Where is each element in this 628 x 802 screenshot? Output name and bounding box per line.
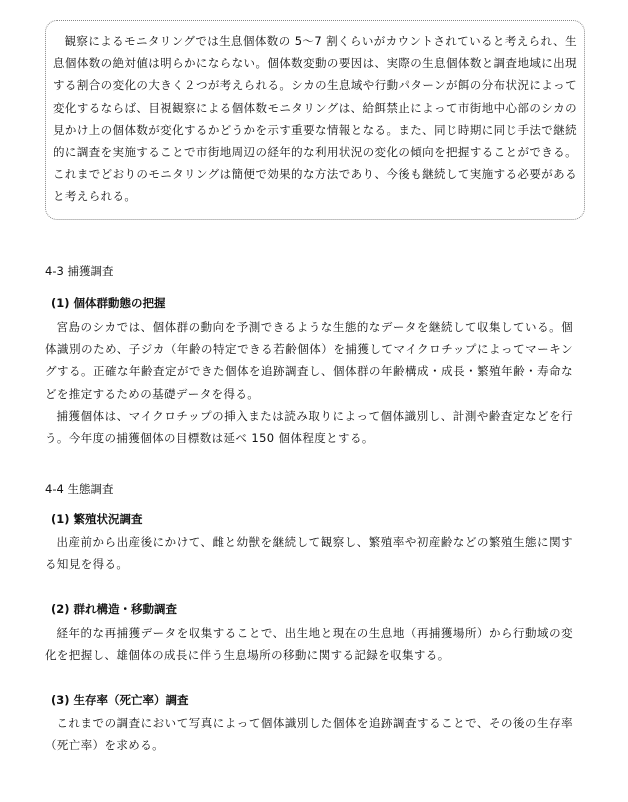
section-heading-4-3: 4-3 捕獲調査 bbox=[45, 264, 114, 278]
section-body-survival-rate bbox=[45, 712, 573, 756]
paragraph-survival-rate: これまでの調査において写真によって個体識別した個体を追跡調査することで、その後の生存率（死亡率）を求める。 bbox=[45, 716, 573, 753]
subsection-title-group-movement: (2) 群れ構造・移動調査 bbox=[51, 602, 178, 616]
subsection-title-breeding-survey: (1) 繁殖状況調査 bbox=[51, 512, 143, 526]
paragraph-group-movement: 経年的な再捕獲データを収集することで、出生地と現在の生息地（再捕獲場所）から行動域の変化を把握し、雄個体の成長に伴う生息場所の移動に関する記録を収集する。 bbox=[45, 626, 573, 663]
section-heading-4-4: 4-4 生態調査 bbox=[45, 482, 114, 496]
paragraph-population-dynamics-1: 宮島のシカでは、個体群の動向を予測できるような生態的なデータを継続して収集している。個体識別のため、子ジカ（年齢の特定できる若齢個体）を捕獲してマイクロチップによってマーキングする。正確な年齢査定ができた個体を追跡調査し、個体群の年齢構成・成長・繁殖年齢・寿命などを推定するための基礎データを得る。 bbox=[45, 320, 573, 401]
subsection-title-population-dynamics: (1) 個体群動態の把握 bbox=[51, 296, 166, 310]
subsection-title-survival-rate: (3) 生存率（死亡率）調査 bbox=[51, 693, 189, 707]
paragraph-breeding-survey: 出産前から出産後にかけて、雌と幼獣を継続して観察し、繁殖率や初産齢などの繁殖生態に関する知見を得る。 bbox=[45, 535, 573, 572]
summary-callout-box bbox=[45, 20, 585, 220]
section-body-breeding-survey bbox=[45, 531, 573, 575]
section-body-4-3 bbox=[45, 316, 573, 449]
callout-paragraph: 観察によるモニタリングでは生息個体数の 5～7 割くらいがカウントされていると考えられ、生息個体数の絶対値は明らかにならない。個体数変動の要因は、実際の生息個体数と調査地域に出現する割合の変化の大きく２つが考えられる。シカの生息域や行動パターンが餌の分布状況によって変化するならば、目視観察による個体数モニタリングは、給餌禁止によって市街地中心部のシカの見かけ上の個体数が変化するかどうかを示す重要な情報となる。また、同じ時期に同じ手法で継続的に調査を実施することで市街地周辺の経年的な利用状況の変化の傾向を把握することができる。これまでどおりのモニタリングは簡便で効果的な方法であり、今後も継続して実施する必要があると考えられる。 bbox=[53, 34, 577, 204]
section-body-group-movement bbox=[45, 622, 573, 666]
paragraph-population-dynamics-2: 捕獲個体は、マイクロチップの挿入または読み取りによって個体識別し、計測や齢査定などを行う。今年度の捕獲個体の目標数は延べ 150 個体程度とする。 bbox=[45, 408, 573, 446]
